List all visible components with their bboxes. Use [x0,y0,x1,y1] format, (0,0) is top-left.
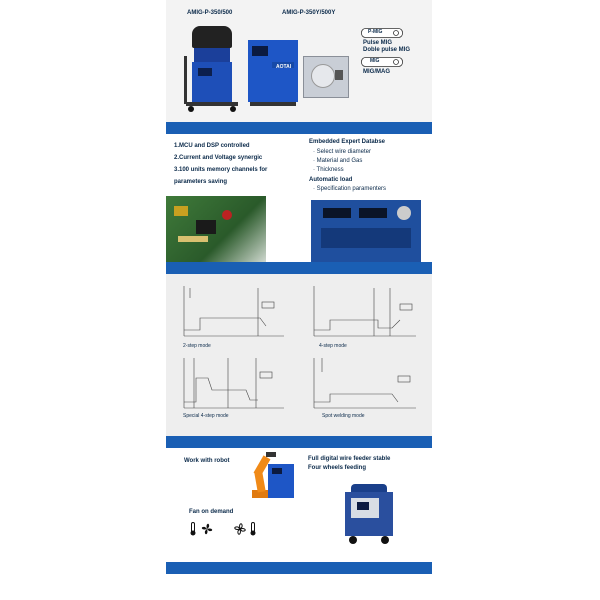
special-four-step-diagram [178,352,288,412]
control-display-image [311,200,421,262]
robot-power-source-image [268,464,294,498]
fan-on-demand-label: Fan on demand [189,509,234,515]
two-step-caption: 2-step mode [183,343,211,349]
mig-tag-text: MIG [370,58,380,64]
spot-welding-diagram [308,352,420,412]
fan-icon [199,521,215,537]
circuit-board-image [166,196,266,262]
auto-load-title: Automatic load [309,177,353,183]
mig-mag-label: MIG/MAG [363,69,390,75]
work-with-robot-label: Work with robot [184,458,230,464]
power-source-image [248,40,298,106]
pulse-mig-label: Pulse MIG [363,40,393,46]
welder-with-cart-image [186,22,238,114]
four-step-caption: 4-step mode [319,343,347,349]
fan-off-icon [232,521,248,537]
feeder-line-1: Full digital wire feeder stable [308,456,391,462]
db-item-1: · Select wire diameter [313,149,372,155]
mig-tag-icon [361,57,403,67]
expert-db-title: Embedded Expert Databse [309,139,386,145]
feature-3-cont: parameters saving [174,179,228,185]
brand-label: AOTAI [276,64,292,70]
spot-welding-caption: Spot welding mode [322,413,365,419]
special-four-step-caption: Special 4-step mode [183,413,229,419]
open-wire-feeder-image [303,56,347,96]
feature-2: 2.Current and Voltage synergic [174,155,263,161]
fan-thermometer-icon-2 [249,522,257,536]
feature-1: 1.MCU and DSP controlled [174,143,250,149]
divider-bar-1 [166,122,432,134]
feeder-line-2: Four wheels feeding [308,465,367,471]
pmig-tag-text: P-MIG [368,29,383,35]
model-right-label: AMIG-P-350Y/500Y [282,10,336,16]
two-step-diagram [178,280,288,340]
fan-thermometer-icon [189,522,197,536]
auto-item-1: · Specification paramenters [313,186,387,192]
double-pulse-mig-label: Doble pulse MIG [363,47,411,53]
model-left-label: AMIG-P-350/500 [187,10,233,16]
divider-bar-3 [166,436,432,448]
four-step-diagram [308,280,420,340]
divider-bar-2 [166,262,432,274]
db-item-3: · Thickness [313,167,344,173]
divider-bar-4 [166,562,432,574]
wire-feeder-unit-image [345,484,393,546]
feature-3: 3.100 units memory channels for [174,167,268,173]
db-item-2: · Material and Gas [313,158,363,164]
